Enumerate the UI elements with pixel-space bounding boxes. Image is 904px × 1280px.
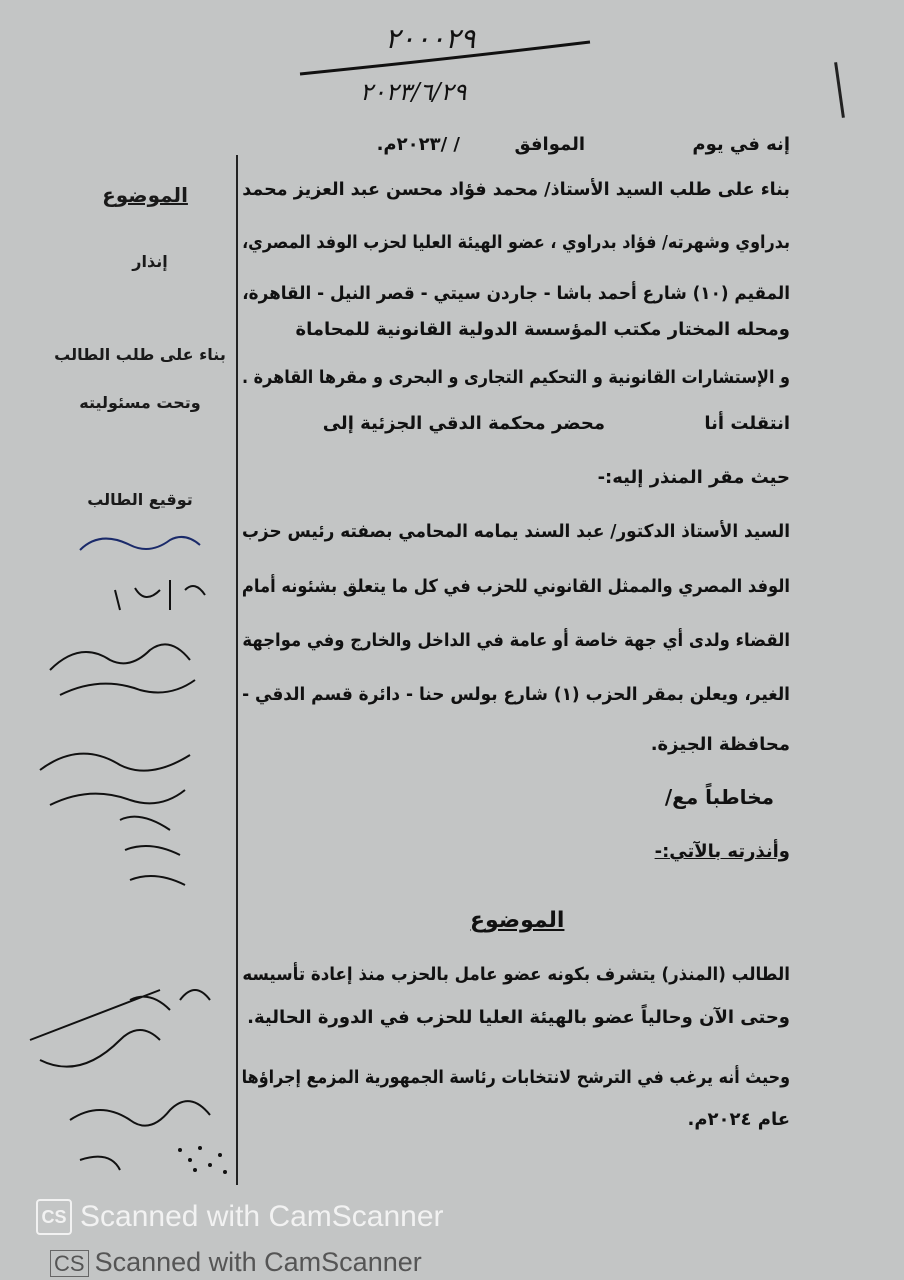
handwritten-date: ٢٠٢٣/٦/٢٩	[360, 78, 467, 106]
transfer-label: انتقلت أنا	[704, 413, 790, 434]
handwritten-reference	[290, 20, 620, 130]
margin-mark	[834, 62, 845, 118]
recipient-line: الوفد المصري والممثل القانوني للحزب في كل ما يتعلق بشئونه أمام	[241, 576, 790, 597]
sidebar-type: إنذار	[132, 252, 168, 271]
recipient-heading: حيث مقر المنذر إليه:-	[597, 467, 790, 488]
subject-line: وحتى الآن وحالياً عضو بالهيئة العليا للحزب في الدورة الحالية.	[247, 1007, 790, 1028]
body-line: المقيم (١٠) شارع أحمد باشا - جاردن سيتي - قصر النيل - القاهرة،	[242, 283, 790, 304]
recipient-line: السيد الأستاذ الدكتور/ عبد السند يمامه المحامي بصفته رئيس حزب	[241, 521, 790, 542]
body-line: بناء على طلب السيد الأستاذ/ محمد فؤاد محسن عبد العزيز محمد	[242, 179, 790, 200]
date-value: / /٢٠٢٣م.	[376, 134, 460, 155]
agreement-label: الموافق	[514, 134, 585, 155]
camscanner-logo-icon: CS	[36, 1199, 72, 1235]
camscanner-watermark-secondary	[50, 1246, 422, 1278]
reference-number: ٢٠٠٠٢٩	[385, 22, 476, 55]
subject-heading: الموضوع	[470, 908, 565, 933]
transfer-line	[242, 412, 790, 436]
watermark-text: Scanned with CamScanner	[94, 1247, 422, 1277]
sidebar-subject-label: الموضوع	[102, 183, 188, 207]
subject-line: عام ٢٠٢٤م.	[687, 1109, 790, 1130]
camscanner-logo-icon: CS	[50, 1250, 89, 1277]
sidebar-responsibility: وتحت مسئوليته	[79, 393, 201, 412]
sidebar-on-request: بناء على طلب الطالب	[54, 345, 226, 364]
body-line: ومحله المختار مكتب المؤسسة الدولية القانونية للمحاماة	[295, 319, 790, 340]
handwritten-margin-notes	[20, 520, 240, 1180]
body-line: بدراوي وشهرته/ فؤاد بدراوي ، عضو الهيئة العليا لحزب الوفد المصري،	[242, 232, 790, 253]
court-name: محضر محكمة الدقي الجزئية إلى	[322, 413, 605, 434]
watermark-text: Scanned with CamScanner	[80, 1200, 444, 1233]
sidebar-signature-label: توقيع الطالب	[87, 490, 193, 509]
recipient-line: القضاء ولدى أي جهة خاصة أو عامة في الداخل والخارج وفي مواجهة	[242, 630, 790, 651]
recipient-line: الغير، ويعلن بمقر الحزب (١) شارع بولس حنا - دائرة قسم الدقي -	[242, 684, 790, 705]
recipient-line: محافظة الجيزة.	[650, 734, 790, 755]
subject-line: الطالب (المنذر) يتشرف بكونه عضو عامل بالحزب منذ إعادة تأسيسه	[242, 964, 791, 985]
subject-line: وحيث أنه يرغب في الترشح لانتخابات رئاسة الجمهورية المزمع إجراؤها	[241, 1067, 791, 1088]
camscanner-watermark	[36, 1198, 444, 1236]
body-line: و الإستشارات القانونية و التحكيم التجارى و البحرى و مقرها القاهرة .	[241, 367, 790, 388]
day-label: إنه في يوم	[692, 134, 790, 155]
addressing-line: مخاطباً مع/	[664, 785, 774, 809]
date-line	[242, 133, 790, 157]
notice-line: وأنذرته بالآتي:-	[654, 841, 790, 862]
